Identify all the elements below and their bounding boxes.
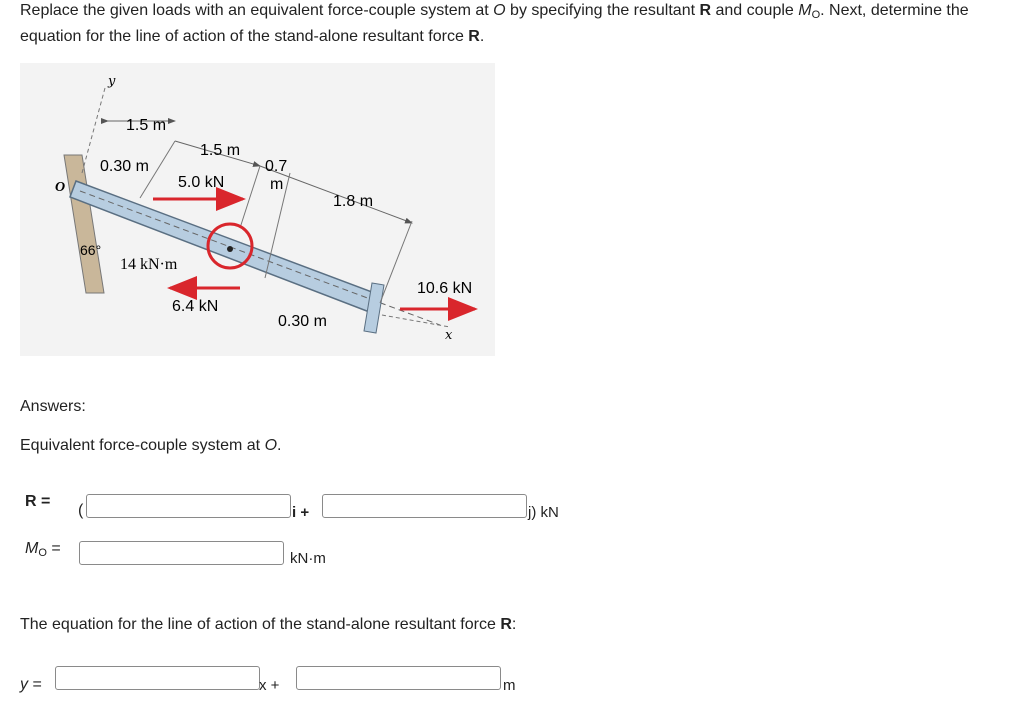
prompt-couple-sub: O	[811, 9, 821, 21]
m-label-sub: O	[38, 547, 47, 559]
couple-pin	[227, 246, 233, 252]
label-d5: 1.8 m	[333, 193, 374, 210]
line-text: The equation for the line of action of the stand-alone resultant force	[20, 616, 501, 633]
intercept-input[interactable]	[296, 666, 501, 690]
x-term-label: x +	[259, 677, 280, 694]
label-y-axis: y	[108, 74, 116, 89]
wall-support	[64, 155, 104, 293]
prompt-text: .	[479, 28, 485, 45]
r-j-label: j) kN	[528, 504, 559, 521]
label-d4a: 0.7	[265, 158, 288, 175]
label-x-axis: x	[445, 328, 453, 343]
label-d3: 0.30 m	[100, 158, 149, 175]
answers-heading: Answers:	[20, 398, 86, 415]
label-d1: 1.5 m	[126, 117, 167, 134]
dim-line	[380, 221, 412, 303]
label-d6: 0.30 m	[278, 313, 327, 330]
label-origin: O	[55, 180, 66, 195]
x-axis-line	[382, 315, 450, 327]
prompt-text: Replace the given loads with an equivalent force-couple system at	[20, 2, 494, 19]
label-couple: 14 kN·m	[120, 256, 178, 273]
intercept-unit: m	[503, 677, 516, 694]
moment-input[interactable]	[79, 541, 284, 565]
problem-statement	[20, 0, 1010, 48]
prompt-text: . Next, determine the equation for the line of action of the stand-alone resultant force	[20, 2, 969, 45]
r-x-component-input[interactable]	[86, 494, 291, 518]
equiv-point-o: O	[264, 437, 278, 454]
y-label-symbol: y	[20, 676, 28, 693]
r-label: R =	[25, 493, 51, 510]
equiv-text: Equivalent force-couple system at	[20, 437, 265, 454]
slope-input[interactable]	[55, 666, 260, 690]
beam-figure	[20, 63, 495, 356]
r-i-label: i +	[292, 504, 310, 521]
line-resultant: R	[500, 616, 512, 633]
m-label-eq: =	[46, 540, 61, 557]
equiv-dot: .	[277, 437, 282, 454]
prompt-resultant: R	[699, 2, 712, 19]
prompt-text: by specifying the resultant	[505, 2, 700, 19]
r-open-paren: (	[78, 502, 84, 519]
label-d2: 1.5 m	[200, 142, 241, 159]
prompt-text: and couple	[711, 2, 799, 19]
label-angle: 66°	[80, 242, 102, 258]
y-label-eq: =	[28, 676, 42, 693]
label-d4b: m	[270, 176, 284, 193]
prompt-resultant: R	[468, 28, 480, 45]
prompt-point-o: O	[493, 2, 506, 19]
r-y-component-input[interactable]	[322, 494, 527, 518]
dim-line	[240, 166, 260, 228]
beam-diagram	[20, 63, 495, 356]
line-of-action-heading	[20, 616, 516, 634]
y-label	[20, 676, 42, 694]
label-force-6.4kN: 6.4 kN	[172, 298, 219, 315]
line-colon: :	[511, 616, 517, 633]
equiv-heading	[20, 437, 281, 455]
label-force-10.6kN: 10.6 kN	[417, 280, 473, 297]
label-force-5kN: 5.0 kN	[178, 174, 225, 191]
prompt-couple-m: M	[798, 2, 812, 19]
m-label	[25, 540, 61, 559]
m-label-symbol: M	[25, 540, 39, 557]
moment-unit: kN·m	[290, 550, 326, 567]
